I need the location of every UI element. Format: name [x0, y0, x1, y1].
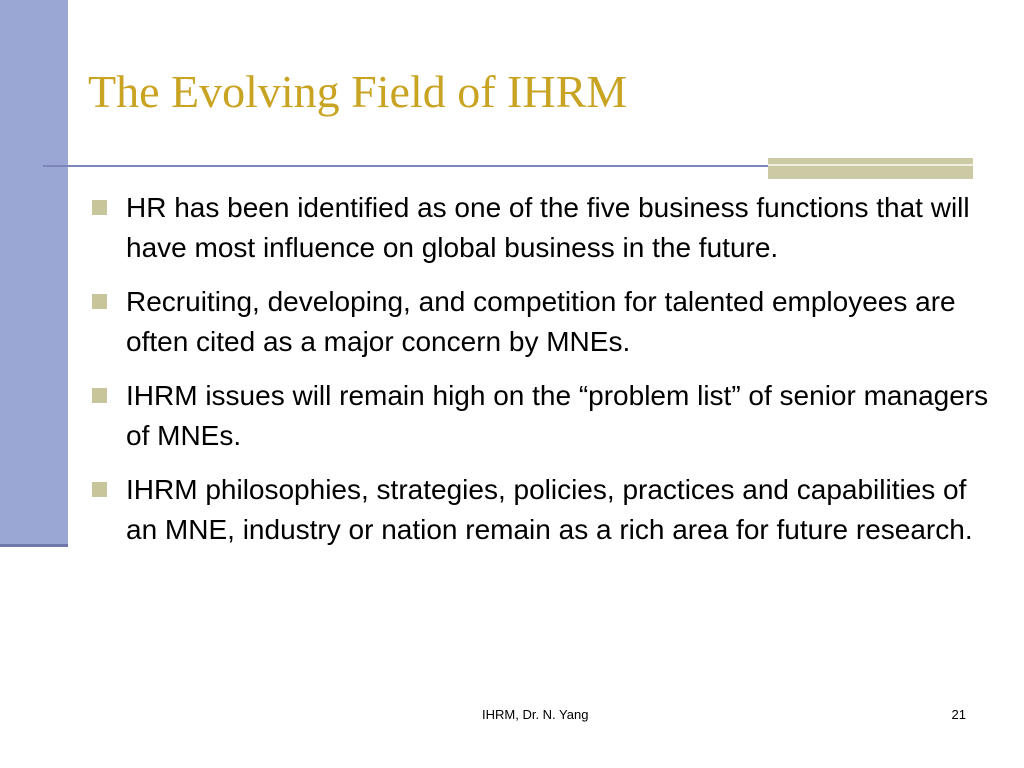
- bullet-list: [90, 188, 990, 564]
- slide-title: The Evolving Field of IHRM: [88, 66, 628, 117]
- bullet-item: [90, 282, 990, 362]
- square-bullet-icon: [92, 388, 107, 403]
- bullet-item: [90, 470, 990, 550]
- bullet-text: IHRM issues will remain high on the “problem list” of senior managers of MNEs.: [126, 380, 989, 451]
- square-bullet-icon: [92, 482, 107, 497]
- bullet-item: [90, 188, 990, 268]
- accent-block: [768, 158, 973, 179]
- bullet-text: Recruiting, developing, and competition for talented employees are often cited as a major concern by MNEs.: [126, 286, 956, 357]
- footer-author: IHRM, Dr. N. Yang: [482, 707, 589, 722]
- left-decorative-bar: [0, 0, 68, 546]
- left-bar-shadow: [0, 544, 68, 547]
- bullet-item: [90, 376, 990, 456]
- page-number: 21: [951, 707, 966, 722]
- square-bullet-icon: [92, 200, 107, 215]
- square-bullet-icon: [92, 294, 107, 309]
- bullet-text: HR has been identified as one of the five business functions that will have most influence on global business in the future.: [126, 192, 970, 263]
- bullet-text: IHRM philosophies, strategies, policies, practices and capabilities of an MNE, industry or nation remain as a rich area for future research.: [126, 474, 973, 545]
- accent-block-line: [768, 164, 973, 166]
